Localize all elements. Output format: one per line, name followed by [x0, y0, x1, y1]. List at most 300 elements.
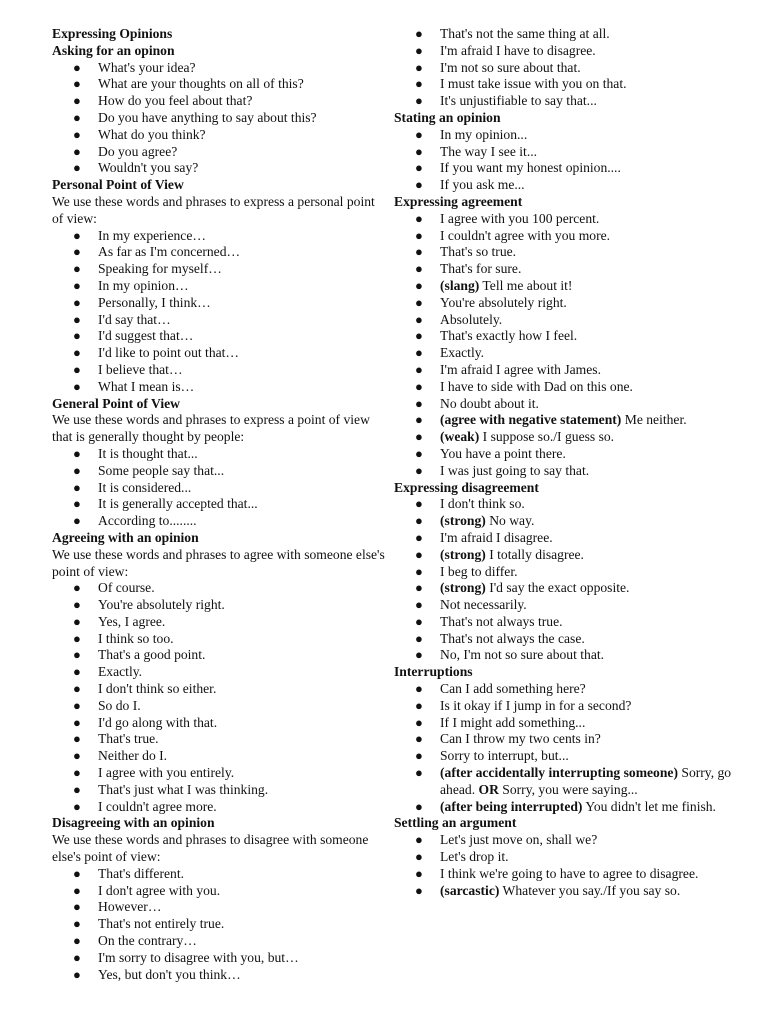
section-heading: Disagreeing with an opinion: [52, 815, 215, 831]
bullet-icon: ●: [73, 345, 81, 361]
item-text: I think so too.: [98, 630, 174, 646]
bullet-icon: ●: [73, 378, 81, 394]
item-text: I'm afraid I disagree.: [440, 529, 553, 545]
item-tag: (after being interrupted): [440, 798, 583, 814]
item-text: That's for sure.: [440, 261, 522, 277]
bullet-icon: ●: [415, 177, 423, 193]
item-text: Exactly.: [98, 664, 143, 680]
item-text: Yes, but don't you think…: [98, 966, 241, 982]
item-text: I totally disagree.: [485, 546, 584, 562]
bullet-icon: ●: [73, 899, 81, 915]
list-item: [394, 345, 764, 362]
item-text: I have to side with Dad on this one.: [440, 378, 633, 394]
item-text: If you ask me...: [440, 177, 525, 193]
item-text: I don't agree with you.: [98, 882, 221, 898]
item-text: What's your idea?: [98, 59, 196, 75]
phrase-list: [394, 832, 764, 899]
bullet-icon: ●: [73, 949, 81, 965]
item-text: I must take issue with you on that.: [440, 76, 627, 92]
item-text: How do you feel about that?: [98, 93, 253, 109]
bullet-icon: ●: [415, 681, 423, 697]
phrase-list: [52, 580, 388, 815]
bullet-icon: ●: [73, 580, 81, 596]
item-text: Of course.: [98, 580, 155, 596]
list-item: [394, 647, 764, 664]
item-text: The way I see it...: [440, 143, 538, 159]
item-text: Some people say that...: [98, 462, 225, 478]
item-text: I'd go along with that.: [98, 714, 218, 730]
bullet-icon: ●: [73, 630, 81, 646]
list-item: [52, 463, 388, 480]
list-item: [52, 93, 388, 110]
item-text: I don't think so.: [440, 496, 525, 512]
item-text: Me neither.: [621, 412, 687, 428]
list-item: [52, 681, 388, 698]
list-item: [52, 513, 388, 530]
bullet-icon: ●: [415, 26, 423, 41]
item-text: In my opinion…: [98, 277, 189, 293]
item-text: Neither do I.: [98, 748, 168, 764]
item-tag: (strong): [440, 513, 486, 529]
item-text: I'm sorry to disagree with you, but…: [98, 949, 299, 965]
bullet-icon: ●: [73, 647, 81, 663]
bullet-icon: ●: [415, 580, 423, 596]
bullet-icon: ●: [415, 429, 423, 445]
bullet-icon: ●: [73, 277, 81, 293]
item-text: You have a point there.: [440, 445, 566, 461]
list-item: [52, 160, 388, 177]
item-text: Personally, I think…: [98, 294, 211, 310]
list-item: [52, 379, 388, 396]
list-item: [394, 530, 764, 547]
bullet-icon: ●: [73, 714, 81, 730]
item-text: Do you agree?: [98, 143, 178, 159]
list-item: [394, 261, 764, 278]
item-text: In my experience…: [98, 227, 206, 243]
section-heading: Interruptions: [394, 664, 473, 680]
section-disagreement: [394, 480, 764, 665]
list-item: [394, 43, 764, 60]
item-text: Whatever you say./If you say so.: [499, 882, 681, 898]
bullet-icon: ●: [415, 849, 423, 865]
item-text: What I mean is…: [98, 378, 195, 394]
list-item: [52, 480, 388, 497]
item-tag: (sarcastic): [440, 882, 500, 898]
bullet-icon: ●: [415, 882, 423, 898]
item-text: That's not the same thing at all.: [440, 26, 610, 41]
list-item: [394, 681, 764, 698]
item-text: I'd say that…: [98, 311, 171, 327]
list-item: [394, 160, 764, 177]
bullet-icon: ●: [73, 697, 81, 713]
list-item: [394, 446, 764, 463]
bullet-icon: ●: [415, 227, 423, 243]
item-text: Not necessarily.: [440, 597, 527, 613]
list-item: [52, 614, 388, 631]
bullet-icon: ●: [73, 311, 81, 327]
list-item: [52, 799, 388, 816]
item-text: I couldn't agree more.: [98, 798, 217, 814]
list-item: [394, 76, 764, 93]
item-text: Is it okay if I jump in for a second?: [440, 697, 632, 713]
list-item: [52, 967, 388, 984]
item-text: No doubt about it.: [440, 395, 539, 411]
item-text: However…: [98, 899, 162, 915]
list-item: [52, 496, 388, 513]
item-text: Yes, I agree.: [98, 613, 166, 629]
section-settling: [394, 815, 764, 899]
item-text: No way.: [485, 513, 535, 529]
bullet-icon: ●: [73, 916, 81, 932]
item-text: Can I throw my two cents in?: [440, 731, 601, 747]
item-text: Absolutely.: [440, 311, 503, 327]
list-item: [394, 328, 764, 345]
item-text: Do you have anything to say about this?: [98, 109, 317, 125]
list-item: [394, 144, 764, 161]
list-item: [52, 731, 388, 748]
item-text: Let's drop it.: [440, 849, 509, 865]
item-text: According to........: [98, 513, 197, 529]
section-agreeing: [52, 530, 388, 816]
bullet-icon: ●: [73, 731, 81, 747]
item-text: That's different.: [98, 865, 184, 881]
bullet-icon: ●: [415, 261, 423, 277]
item-tag: (after accidentally interrupting someone): [440, 765, 678, 781]
item-text: Tell me about it!: [479, 277, 573, 293]
section-heading: Personal Point of View: [52, 177, 184, 193]
phrase-list: [394, 127, 764, 194]
bullet-icon: ●: [73, 513, 81, 529]
list-item: [52, 295, 388, 312]
list-item: [52, 631, 388, 648]
list-item: [394, 765, 764, 799]
list-item: [52, 899, 388, 916]
bullet-icon: ●: [73, 798, 81, 814]
item-text: I agree with you 100 percent.: [440, 210, 600, 226]
section-stating: [394, 110, 764, 194]
list-item: [394, 379, 764, 396]
bullet-icon: ●: [415, 529, 423, 545]
bullet-icon: ●: [415, 865, 423, 881]
list-item: [52, 883, 388, 900]
item-text: Can I add something here?: [440, 681, 586, 697]
list-item: [52, 76, 388, 93]
item-text: You didn't let me finish.: [582, 798, 716, 814]
bullet-icon: ●: [415, 345, 423, 361]
section-disagreeing: [52, 815, 388, 983]
item-text: In my opinion...: [440, 126, 528, 142]
item-text: It is considered...: [98, 479, 192, 495]
item-text: No, I'm not so sure about that.: [440, 647, 605, 663]
phrase-list: [52, 60, 388, 178]
bullet-icon: ●: [73, 227, 81, 243]
bullet-icon: ●: [415, 277, 423, 293]
item-text: I suppose so./I guess so.: [479, 429, 615, 445]
list-item: [52, 60, 388, 77]
bullet-icon: ●: [415, 210, 423, 226]
section-heading: General Point of View: [52, 395, 180, 411]
list-item: [394, 463, 764, 480]
item-text: If you want my honest opinion....: [440, 160, 621, 176]
bullet-icon: ●: [415, 395, 423, 411]
item-text: Wouldn't you say?: [98, 160, 199, 176]
bullet-icon: ●: [415, 832, 423, 848]
list-item: [52, 261, 388, 278]
list-item: [394, 60, 764, 77]
list-item: [394, 412, 764, 429]
list-item: [52, 664, 388, 681]
item-text: That's so true.: [440, 244, 517, 260]
bullet-icon: ●: [73, 126, 81, 142]
list-item: [394, 496, 764, 513]
item-tag: (strong): [440, 546, 486, 562]
list-item: [394, 731, 764, 748]
page-title: Expressing Opinions: [52, 26, 173, 41]
list-item: [52, 312, 388, 329]
section-disagreeing-continued: [394, 26, 764, 110]
list-item: [394, 597, 764, 614]
bullet-icon: ●: [73, 143, 81, 159]
section-asking: [52, 43, 388, 177]
list-item: [52, 228, 388, 245]
list-item: [394, 177, 764, 194]
list-item: [52, 345, 388, 362]
list-item: [52, 782, 388, 799]
item-text: What are your thoughts on all of this?: [98, 76, 304, 92]
item-text: You're absolutely right.: [440, 294, 567, 310]
list-item: [52, 647, 388, 664]
list-item: [394, 748, 764, 765]
item-text: You're absolutely right.: [98, 597, 225, 613]
list-item: [394, 127, 764, 144]
list-item: [52, 950, 388, 967]
item-text: On the contrary…: [98, 933, 197, 949]
bullet-icon: ●: [73, 361, 81, 377]
bullet-icon: ●: [415, 126, 423, 142]
list-item: [394, 580, 764, 597]
bullet-icon: ●: [415, 697, 423, 713]
bullet-icon: ●: [415, 328, 423, 344]
bullet-icon: ●: [73, 781, 81, 797]
bullet-icon: ●: [415, 798, 423, 814]
list-item: [394, 614, 764, 631]
bullet-icon: ●: [73, 664, 81, 680]
bullet-icon: ●: [415, 59, 423, 75]
list-item: [394, 228, 764, 245]
bullet-icon: ●: [415, 412, 423, 428]
bullet-icon: ●: [415, 294, 423, 310]
bullet-icon: ●: [415, 311, 423, 327]
item-text: I agree with you entirely.: [98, 765, 235, 781]
item-text-tail: Sorry, you were saying...: [498, 781, 638, 797]
phrase-list: [394, 211, 764, 480]
list-item: [52, 278, 388, 295]
list-item: [52, 698, 388, 715]
bullet-icon: ●: [415, 93, 423, 109]
list-item: [394, 93, 764, 110]
item-text: That's exactly how I feel.: [440, 328, 578, 344]
section-intro: We use these words and phrases to express a point of view that is generally thought by people:: [52, 412, 370, 445]
bullet-icon: ●: [73, 261, 81, 277]
item-text: That's just what I was thinking.: [98, 781, 269, 797]
list-item: [394, 244, 764, 261]
bullet-icon: ●: [415, 765, 423, 781]
list-item: [52, 715, 388, 732]
bullet-icon: ●: [73, 445, 81, 461]
list-item: [52, 328, 388, 345]
list-item: [394, 883, 764, 900]
section-personal: [52, 177, 388, 395]
list-item: [394, 799, 764, 816]
bullet-icon: ●: [73, 496, 81, 512]
item-text: I was just going to say that.: [440, 462, 590, 478]
list-item: [394, 715, 764, 732]
section-agreement: [394, 194, 764, 480]
list-item: [394, 312, 764, 329]
item-text: That's not entirely true.: [98, 916, 225, 932]
item-text: It is generally accepted that...: [98, 496, 258, 512]
list-item: [52, 127, 388, 144]
bullet-icon: ●: [415, 748, 423, 764]
item-text: I believe that…: [98, 361, 183, 377]
item-text: What do you think?: [98, 126, 206, 142]
bullet-icon: ●: [415, 647, 423, 663]
list-item: [394, 396, 764, 413]
item-tag: (strong): [440, 580, 486, 596]
section-intro: We use these words and phrases to disagree with someone else's point of view:: [52, 832, 369, 865]
list-item: [394, 832, 764, 849]
bullet-icon: ●: [415, 731, 423, 747]
bullet-icon: ●: [415, 597, 423, 613]
item-text: If I might add something...: [440, 714, 586, 730]
list-item: [394, 698, 764, 715]
bullet-icon: ●: [73, 597, 81, 613]
bullet-icon: ●: [73, 109, 81, 125]
list-item: [394, 278, 764, 295]
section-heading: Expressing agreement: [394, 193, 523, 209]
list-item: [52, 748, 388, 765]
item-text: Exactly.: [440, 345, 485, 361]
item-text: Speaking for myself…: [98, 261, 222, 277]
item-text: I'm not so sure about that.: [440, 59, 581, 75]
section-interruptions: [394, 664, 764, 815]
bullet-icon: ●: [415, 378, 423, 394]
list-item: [52, 244, 388, 261]
bullet-icon: ●: [73, 76, 81, 92]
bullet-icon: ●: [73, 966, 81, 982]
list-item: [394, 211, 764, 228]
item-text: Let's just move on, shall we?: [440, 832, 598, 848]
list-item: [52, 866, 388, 883]
bullet-icon: ●: [415, 462, 423, 478]
list-item: [52, 597, 388, 614]
bullet-icon: ●: [73, 865, 81, 881]
phrase-list: [52, 228, 388, 396]
phrase-list: [394, 26, 764, 110]
list-item: [394, 849, 764, 866]
list-item: [52, 362, 388, 379]
section-intro: We use these words and phrases to agree with someone else's point of view:: [52, 546, 385, 579]
item-text: I'd say the exact opposite.: [485, 580, 630, 596]
bullet-icon: ●: [415, 42, 423, 58]
list-item: [52, 916, 388, 933]
item-text: Sorry, go ahead.: [440, 765, 732, 797]
item-text: It's unjustifiable to say that...: [440, 93, 597, 109]
list-item: [394, 513, 764, 530]
list-item: [52, 144, 388, 161]
item-text: I think we're going to have to agree to disagree.: [440, 865, 699, 881]
bullet-icon: ●: [73, 59, 81, 75]
bullet-icon: ●: [415, 496, 423, 512]
item-text: I'm afraid I have to disagree.: [440, 42, 596, 58]
bullet-icon: ●: [73, 328, 81, 344]
list-item: [394, 564, 764, 581]
left-column: [52, 26, 388, 983]
item-text: I'd like to point out that…: [98, 345, 240, 361]
bullet-icon: ●: [415, 143, 423, 159]
bullet-icon: ●: [73, 765, 81, 781]
list-item: [394, 26, 764, 43]
item-tag: (agree with negative statement): [440, 412, 622, 428]
bullet-icon: ●: [73, 294, 81, 310]
item-text: That's not always the case.: [440, 630, 585, 646]
section-general: [52, 396, 388, 530]
section-heading: Expressing disagreement: [394, 479, 539, 495]
list-item: [394, 547, 764, 564]
bullet-icon: ●: [73, 748, 81, 764]
item-text: So do I.: [98, 697, 141, 713]
phrase-list: [394, 496, 764, 664]
list-item: [394, 362, 764, 379]
bullet-icon: ●: [73, 244, 81, 260]
bullet-icon: ●: [415, 613, 423, 629]
item-text: It is thought that...: [98, 445, 198, 461]
phrase-list: [394, 681, 764, 815]
list-item: [394, 429, 764, 446]
list-item: [394, 295, 764, 312]
item-text: I'm afraid I agree with James.: [440, 361, 601, 377]
section-heading: Settling an argument: [394, 815, 517, 831]
item-tag: (slang): [440, 277, 480, 293]
bullet-icon: ●: [415, 244, 423, 260]
phrase-list: [52, 866, 388, 984]
bullet-icon: ●: [73, 479, 81, 495]
item-text: I couldn't agree with you more.: [440, 227, 611, 243]
item-tag: (weak): [440, 429, 480, 445]
section-heading: Agreeing with an opinion: [52, 529, 199, 545]
bullet-icon: ●: [73, 882, 81, 898]
item-text: I'd suggest that…: [98, 328, 194, 344]
list-item: [52, 446, 388, 463]
bullet-icon: ●: [73, 93, 81, 109]
phrase-list: [52, 446, 388, 530]
item-text: That's a good point.: [98, 647, 206, 663]
bullet-icon: ●: [415, 546, 423, 562]
item-text: I beg to differ.: [440, 563, 518, 579]
bullet-icon: ●: [73, 613, 81, 629]
list-item: [394, 631, 764, 648]
list-item: [52, 933, 388, 950]
bullet-icon: ●: [73, 681, 81, 697]
section-heading: Asking for an opinon: [52, 42, 175, 58]
bullet-icon: ●: [415, 630, 423, 646]
bullet-icon: ●: [415, 714, 423, 730]
bullet-icon: ●: [415, 445, 423, 461]
item-text: That's true.: [98, 731, 159, 747]
list-item: [52, 765, 388, 782]
item-text: I don't think so either.: [98, 681, 217, 697]
item-connector: OR: [478, 781, 499, 797]
